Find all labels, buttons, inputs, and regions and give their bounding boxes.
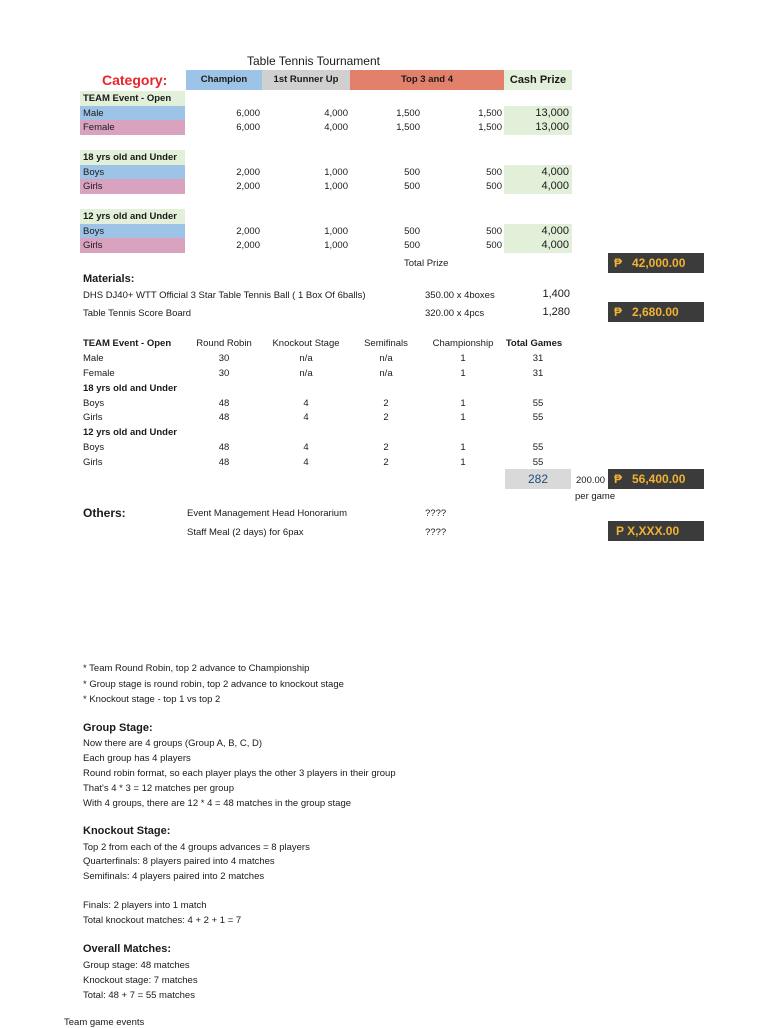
knockout-stage-line: Quarterfinals: 8 players paired into 4 matches [83,856,275,867]
group-stage-line: Now there are 4 groups (Group A, B, C, D) [83,738,262,749]
cell-knockout: 4 [303,398,309,409]
cell-top3: 1,500 [396,122,420,133]
other-item-value: ???? [425,508,447,519]
row-name: Male [80,106,185,121]
cell-round-robin: 48 [218,412,230,423]
cell-champion: 2,000 [236,226,260,237]
total-prize-label: Total Prize [404,258,449,269]
materials-total-box [608,302,704,322]
row-name: Girls [80,238,185,253]
material-amount: 1,280 [542,306,570,318]
cell-champion: 2,000 [236,240,260,251]
overall-line: Total: 48 + 7 = 55 matches [83,990,195,1001]
cell-semifinals: n/a [379,368,393,379]
cell-cash: 13,000 [504,106,572,121]
page-title: Table Tennis Tournament [247,54,380,68]
games-row-name: Male [83,353,104,364]
cell-round-robin: 48 [218,457,230,468]
cell-champion: 2,000 [236,181,260,192]
other-item-name: Staff Meal (2 days) for 6pax [187,527,304,538]
cell-runner-up: 1,000 [324,240,348,251]
group-label: 18 yrs old and Under [80,150,185,165]
games-header: Knockout Stage [272,338,340,349]
cell-total-games: 31 [532,368,544,379]
cell-runner-up: 1,000 [324,167,348,178]
overall-title: Overall Matches: [83,943,172,955]
cell-championship: 1 [460,457,466,468]
cell-round-robin: 48 [218,398,230,409]
material-calc: 350.00 x 4boxes [425,290,495,301]
cell-championship: 1 [460,353,466,364]
games-header: Round Robin [196,338,252,349]
cell-round-robin: 48 [218,442,230,453]
group-stage-line: That's 4 * 3 = 12 matches per group [83,783,234,794]
total-prize-box [608,253,704,273]
knockout-stage-line: Top 2 from each of the 4 groups advances = 8 players [83,842,310,853]
cell-knockout: n/a [299,368,313,379]
group-stage-line: With 4 groups, there are 12 * 4 = 48 matches in the group stage [83,798,352,809]
cell-champion: 6,000 [236,108,260,119]
cell-semifinals: 2 [383,457,389,468]
header-top-3-and-4: Top 3 and 4 [350,70,504,90]
header-runner-up: 1st Runner Up [262,70,350,90]
cell-total-games: 55 [532,412,544,423]
cell-semifinals: 2 [383,412,389,423]
note-line: * Knockout stage - top 1 vs top 2 [83,694,221,705]
knockout-stage-line: Finals: 2 players into 1 match [83,900,207,911]
games-total-amount: 56,400.00 [632,472,686,486]
cell-cash: 4,000 [504,165,572,180]
note-line: * Team Round Robin, top 2 advance to Championship [83,663,310,674]
material-name: Table Tennis Score Board [83,308,192,319]
other-item-name: Event Management Head Honorarium [187,508,348,519]
cell-knockout: 4 [303,457,309,468]
total-prize-amount: 42,000.00 [632,256,686,270]
cell-top4: 500 [486,226,502,237]
cell-round-robin: 30 [218,353,230,364]
category-label: Category: [102,72,168,88]
others-label: Others: [83,506,126,520]
games-header: Championship [432,338,494,349]
overall-line: Group stage: 48 matches [83,960,190,971]
note-line: * Group stage is round robin, top 2 advance to knockout stage [83,679,344,690]
games-row-name: Boys [83,442,105,453]
other-item-value: ???? [425,527,447,538]
cell-cash: 4,000 [504,238,572,253]
games-header: Total Games [505,338,563,349]
cell-semifinals: n/a [379,353,393,364]
cell-championship: 1 [460,442,466,453]
row-name: Girls [80,179,185,194]
games-section: 12 yrs old and Under [83,427,177,438]
cell-top4: 1,500 [478,122,502,133]
group-label: TEAM Event - Open [80,91,185,106]
cell-championship: 1 [460,368,466,379]
cell-top3: 500 [404,167,420,178]
cell-cash: 13,000 [504,120,572,135]
cell-cash: 4,000 [504,179,572,194]
cell-semifinals: 2 [383,442,389,453]
cell-top4: 500 [486,167,502,178]
knockout-stage-line: Total knockout matches: 4 + 2 + 1 = 7 [83,915,242,926]
header-champion: Champion [186,70,262,90]
games-row-name: Girls [83,457,103,468]
rate-label: per game [575,491,616,502]
cell-top3: 500 [404,181,420,192]
cell-runner-up: 1,000 [324,226,348,237]
cell-runner-up: 1,000 [324,181,348,192]
group-label: 12 yrs old and Under [80,209,185,224]
games-row-name: Boys [83,398,105,409]
cell-top3: 1,500 [396,108,420,119]
cell-top4: 500 [486,240,502,251]
cell-championship: 1 [460,412,466,423]
materials-total-amount: 2,680.00 [632,305,679,319]
cell-knockout: n/a [299,353,313,364]
knockout-stage-title: Knockout Stage: [83,825,171,837]
others-total-box: P X,XXX.00 [608,521,704,541]
row-name: Boys [80,165,185,180]
cell-total-games: 55 [532,457,544,468]
materials-label: Materials: [83,273,135,285]
cell-champion: 6,000 [236,122,260,133]
overall-line: Knockout stage: 7 matches [83,975,198,986]
cell-top4: 500 [486,181,502,192]
cell-top3: 500 [404,226,420,237]
cell-cash: 4,000 [504,224,572,239]
cell-knockout: 4 [303,442,309,453]
peso-icon: ₱ [614,256,623,270]
material-calc: 320.00 x 4pcs [425,308,485,319]
peso-icon: ₱ [614,305,623,319]
cell-runner-up: 4,000 [324,122,348,133]
cell-top3: 500 [404,240,420,251]
cell-round-robin: 30 [218,368,230,379]
games-row-name: Female [83,368,115,379]
cell-total-games: 31 [532,353,544,364]
group-stage-title: Group Stage: [83,722,153,734]
cell-runner-up: 4,000 [324,108,348,119]
cell-champion: 2,000 [236,167,260,178]
cell-top4: 1,500 [478,108,502,119]
cell-total-games: 55 [532,398,544,409]
material-name: DHS DJ40+ WTT Official 3 Star Table Tennis Ball ( 1 Box Of 6balls) [83,290,366,301]
cell-knockout: 4 [303,412,309,423]
header-cash-prize: Cash Prize [504,70,572,90]
games-row-name: Girls [83,412,103,423]
games-section: 18 yrs old and Under [83,383,177,394]
games-header: Semifinals [364,338,408,349]
group-stage-line: Round robin format, so each player plays the other 3 players in their group [83,768,396,779]
footer-cut-text: Team game events [64,1017,145,1028]
cell-championship: 1 [460,398,466,409]
cell-semifinals: 2 [383,398,389,409]
games-total-box [608,469,704,489]
total-games-count: 282 [505,469,571,489]
knockout-stage-line: Semifinals: 4 players paired into 2 matches [83,871,265,882]
games-header: TEAM Event - Open [83,338,172,349]
group-stage-line: Each group has 4 players [83,753,191,764]
cell-total-games: 55 [532,442,544,453]
rate-per-game: 200.00 [576,475,606,486]
row-name: Boys [80,224,185,239]
peso-icon: ₱ [614,472,623,486]
material-amount: 1,400 [542,288,570,300]
row-name: Female [80,120,185,135]
